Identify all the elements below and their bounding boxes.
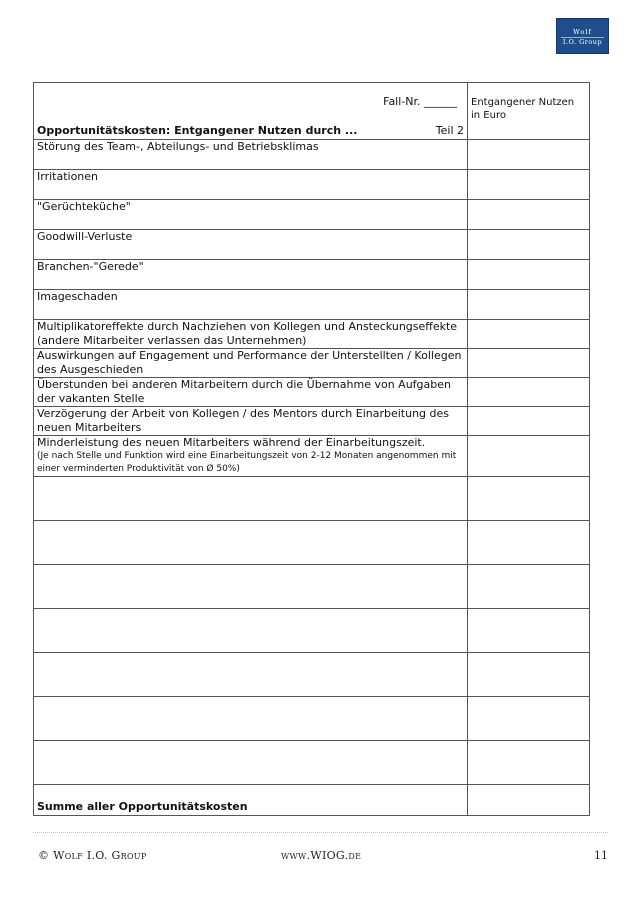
blank-label-cell[interactable] <box>34 609 468 653</box>
table-row <box>34 436 590 477</box>
amount-cell[interactable] <box>468 609 590 653</box>
row-label: Irritationen <box>34 170 468 200</box>
blank-row <box>34 653 590 697</box>
sum-label: Summe aller Opportunitätskosten <box>34 785 468 816</box>
amount-cell[interactable] <box>468 260 590 290</box>
row-label: Überstunden bei anderen Mitarbeitern durch die Übernahme von Aufgaben der vakanten Stelle <box>34 378 468 407</box>
page-number: 11 <box>594 849 608 862</box>
amount-cell[interactable] <box>468 741 590 785</box>
blank-row <box>34 521 590 565</box>
blank-row <box>34 609 590 653</box>
table-header-row <box>34 83 590 140</box>
amount-cell[interactable] <box>468 653 590 697</box>
blank-label-cell[interactable] <box>34 521 468 565</box>
table-row <box>34 140 590 170</box>
logo-line2: I.O. Group <box>562 38 603 46</box>
amount-cell[interactable] <box>468 521 590 565</box>
amount-cell[interactable] <box>468 477 590 521</box>
amount-cell[interactable] <box>468 170 590 200</box>
header-left-cell <box>34 83 468 140</box>
footer-copyright: © Wolf I.O. Group <box>38 849 147 862</box>
table-row <box>34 290 590 320</box>
opportunity-cost-table <box>33 82 590 816</box>
amount-cell[interactable] <box>468 290 590 320</box>
blank-label-cell[interactable] <box>34 565 468 609</box>
row-note: (Je nach Stelle und Funktion wird eine Einarbeitungszeit von 2-12 Monaten angenommen mit einer verminderten Produktivität von Ø 50%) <box>37 451 457 474</box>
row-label: "Gerüchteküche" <box>34 200 468 230</box>
amount-cell[interactable] <box>468 349 590 378</box>
amount-cell[interactable] <box>468 140 590 170</box>
row-label: Auswirkungen auf Engagement und Performance der Unterstellten / Kollegen des Ausgeschieden <box>34 349 468 378</box>
blank-label-cell[interactable] <box>34 697 468 741</box>
part-label: Teil 2 <box>435 124 464 137</box>
row-label: Goodwill-Verluste <box>34 230 468 260</box>
table-title: Opportunitätskosten: Entgangener Nutzen durch ... <box>37 124 358 137</box>
table-title-line <box>37 124 464 138</box>
amount-cell[interactable] <box>468 407 590 436</box>
blank-row <box>34 565 590 609</box>
amount-column-header: Entgangener Nutzen in Euro <box>468 83 590 140</box>
table-row <box>34 349 590 378</box>
amount-cell[interactable] <box>468 230 590 260</box>
blank-row <box>34 741 590 785</box>
table-row <box>34 407 590 436</box>
table-row <box>34 200 590 230</box>
amount-cell[interactable] <box>468 436 590 477</box>
table-row <box>34 260 590 290</box>
amount-cell[interactable] <box>468 200 590 230</box>
row-label: Branchen-"Gerede" <box>34 260 468 290</box>
case-number: Fall-Nr. ______ <box>383 95 457 108</box>
row-label: Störung des Team-, Abteilungs- und Betriebsklimas <box>34 140 468 170</box>
sum-amount-cell[interactable] <box>468 785 590 816</box>
company-logo <box>556 18 609 54</box>
row-label: Multiplikatoreffekte durch Nachziehen von Kollegen und Ansteckungseffekte (andere Mitarbeiter verlassen das Unternehmen) <box>34 320 468 349</box>
blank-label-cell[interactable] <box>34 477 468 521</box>
blank-label-cell[interactable] <box>34 741 468 785</box>
amount-cell[interactable] <box>468 320 590 349</box>
table-row <box>34 170 590 200</box>
blank-row <box>34 477 590 521</box>
amount-cell[interactable] <box>468 378 590 407</box>
footer-website[interactable]: www.WIOG.de <box>281 849 362 862</box>
amount-cell[interactable] <box>468 565 590 609</box>
amount-cell[interactable] <box>468 697 590 741</box>
row-label: Imageschaden <box>34 290 468 320</box>
row-label: Minderleistung des neuen Mitarbeiters während der Einarbeitungszeit. <box>37 436 426 449</box>
sum-row <box>34 785 590 816</box>
blank-label-cell[interactable] <box>34 653 468 697</box>
blank-row <box>34 697 590 741</box>
table-row <box>34 230 590 260</box>
row-label-cell <box>34 436 468 477</box>
table-row <box>34 320 590 349</box>
footer-divider <box>33 832 608 833</box>
table-row <box>34 378 590 407</box>
row-label: Verzögerung der Arbeit von Kollegen / des Mentors durch Einarbeitung des neuen Mitarbeiters <box>34 407 468 436</box>
logo-line1: Wolf <box>573 28 592 36</box>
